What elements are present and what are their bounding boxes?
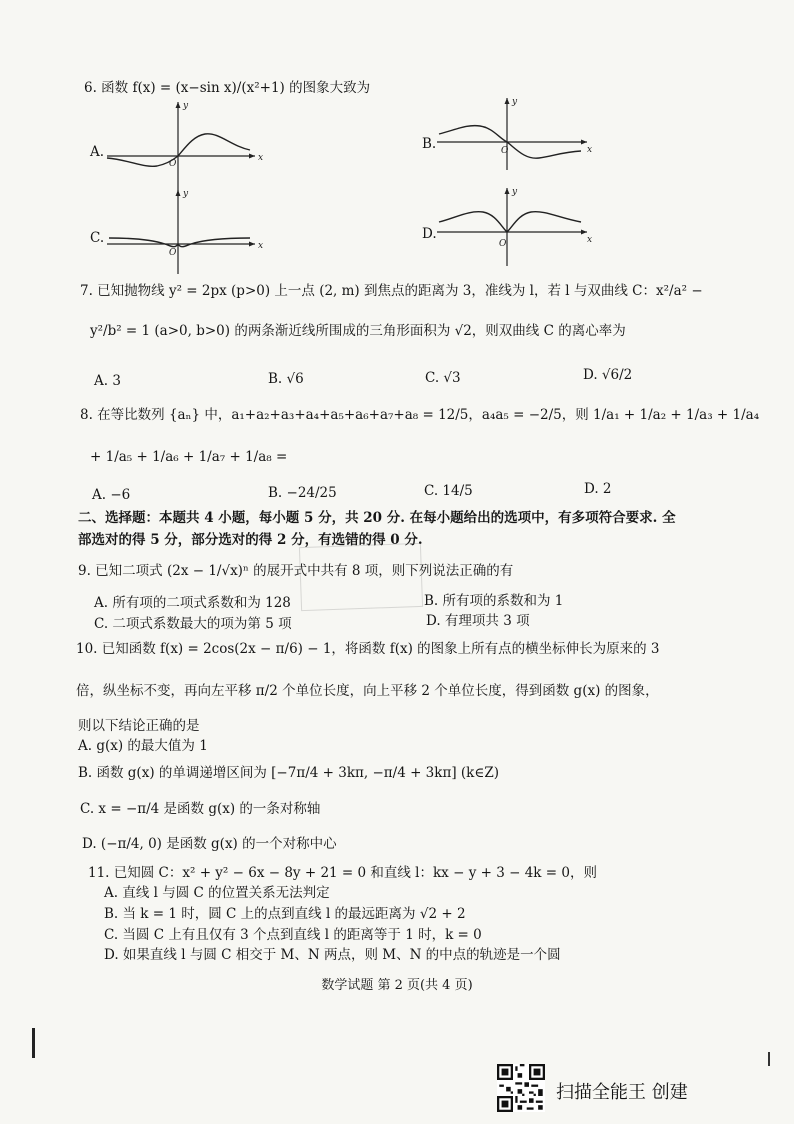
q10-option-d: D. (−π/4, 0) 是函数 g(x) 的一个对称中心	[82, 836, 337, 852]
q10-stem-line3: 则以下结论正确的是	[78, 718, 200, 734]
section2-heading-line2: 部选对的得 5 分，部分选对的得 2 分，有选错的得 0 分.	[78, 532, 423, 548]
q11-option-b: B. 当 k = 1 时，圆 C 上的点到直线 l 的最远距离为 √2 + 2	[104, 906, 466, 922]
section2-heading-line1: 二、选择题：本题共 4 小题，每小题 5 分，共 20 分. 在每小题给出的选项中，有多项符合要求. 全	[78, 510, 676, 526]
q10-option-b: B. 函数 g(x) 的单调递增区间为 [−7π/4 + 3kπ, −π/4 + 3kπ] (k∈Z)	[78, 765, 499, 781]
q10-stem-line1: 10. 已知函数 f(x) = 2cos(2x − π/6) − 1，将函数 f(x) 的图象上所有点的横坐标伸长为原来的 3	[76, 641, 660, 657]
q6-option-b-label: B.	[422, 136, 437, 152]
svg-text:y: y	[512, 97, 518, 107]
svg-text:x: x	[587, 235, 593, 245]
q9-option-c: C. 二项式系数最大的项为第 5 项	[94, 616, 292, 632]
svg-text:x: x	[587, 145, 593, 155]
scan-edge-mark	[32, 1028, 35, 1058]
scanner-watermark: 扫描全能王 创建	[556, 1082, 688, 1103]
q10-option-a: A. g(x) 的最大值为 1	[78, 738, 208, 754]
q8-stem-line1: 8. 在等比数列 {aₙ} 中，a₁+a₂+a₃+a₄+a₅+a₆+a₇+a₈ = 12/5，a₄a₅ = −2/5，则 1/a₁ + 1/a₂ + 1/a₃ + 1/a₄	[80, 407, 760, 423]
svg-text:y: y	[512, 187, 518, 197]
q7-option-d: D. √6/2	[583, 367, 633, 383]
q7-option-b: B. √6	[268, 371, 304, 387]
q7-option-a: A. 3	[94, 373, 121, 389]
svg-text:x: x	[258, 241, 264, 251]
q6-option-d-label: D.	[422, 226, 437, 242]
qr-code-icon	[497, 1064, 545, 1112]
q9-option-b: B. 所有项的系数和为 1	[424, 593, 564, 609]
svg-text:y: y	[183, 101, 189, 111]
q6-option-c-label: C.	[90, 230, 105, 246]
q7-stem-line1: 7. 已知抛物线 y² = 2px (p>0) 上一点 (2, m) 到焦点的距离为 3，准线为 l，若 l 与双曲线 C：x²/a² −	[80, 283, 703, 299]
q6-stem: 6. 函数 f(x) = (x−sin x)/(x²+1) 的图象大致为	[84, 80, 371, 96]
q8-option-b: B. −24/25	[268, 485, 337, 501]
q8-option-c: C. 14/5	[424, 483, 473, 499]
q6-graph-b	[435, 94, 600, 174]
q10-stem-line2: 倍，纵坐标不变，再向左平移 π/2 个单位长度，向上平移 2 个单位长度，得到函数 g(x) 的图象，	[76, 683, 659, 699]
page-footer: 数学试题 第 2 页(共 4 页)	[321, 978, 473, 993]
q9-option-a: A. 所有项的二项式系数和为 128	[94, 595, 291, 611]
q6-graph-c	[105, 186, 270, 276]
q8-option-d: D. 2	[584, 481, 612, 497]
q11-option-d: D. 如果直线 l 与圆 C 相交于 M、N 两点，则 M、N 的中点的轨迹是一个圆	[104, 947, 561, 963]
q6-graph-a	[105, 98, 270, 198]
q7-stem-line2: y²/b² = 1 (a>0, b>0) 的两条渐近线所围成的三角形面积为 √2，则双曲线 C 的离心率为	[90, 323, 626, 339]
svg-text:O: O	[169, 159, 177, 169]
svg-text:y: y	[183, 189, 189, 199]
q8-stem-line2: + 1/a₅ + 1/a₆ + 1/a₇ + 1/a₈ =	[90, 449, 288, 465]
q9-stem: 9. 已知二项式 (2x − 1/√x)ⁿ 的展开式中共有 8 项，则下列说法正确的有	[78, 563, 514, 579]
q10-option-c: C. x = −π/4 是函数 g(x) 的一条对称轴	[80, 801, 321, 817]
svg-text:O: O	[501, 146, 509, 156]
svg-text:O: O	[169, 248, 177, 258]
q7-option-c: C. √3	[425, 370, 461, 386]
svg-text:x: x	[258, 153, 264, 163]
q9-option-d: D. 有理项共 3 项	[426, 613, 530, 629]
q6-option-a-label: A.	[90, 144, 105, 160]
q6-graph-d	[435, 184, 600, 270]
q11-stem: 11. 已知圆 C：x² + y² − 6x − 8y + 21 = 0 和直线 l：kx − y + 3 − 4k = 0，则	[88, 865, 597, 881]
svg-text:O: O	[499, 239, 507, 249]
q8-option-a: A. −6	[92, 487, 131, 503]
q11-option-a: A. 直线 l 与圆 C 的位置关系无法判定	[104, 885, 330, 901]
q11-option-c: C. 当圆 C 上有且仅有 3 个点到直线 l 的距离等于 1 时，k = 0	[104, 927, 482, 943]
scan-edge-mark-right	[768, 1052, 770, 1066]
